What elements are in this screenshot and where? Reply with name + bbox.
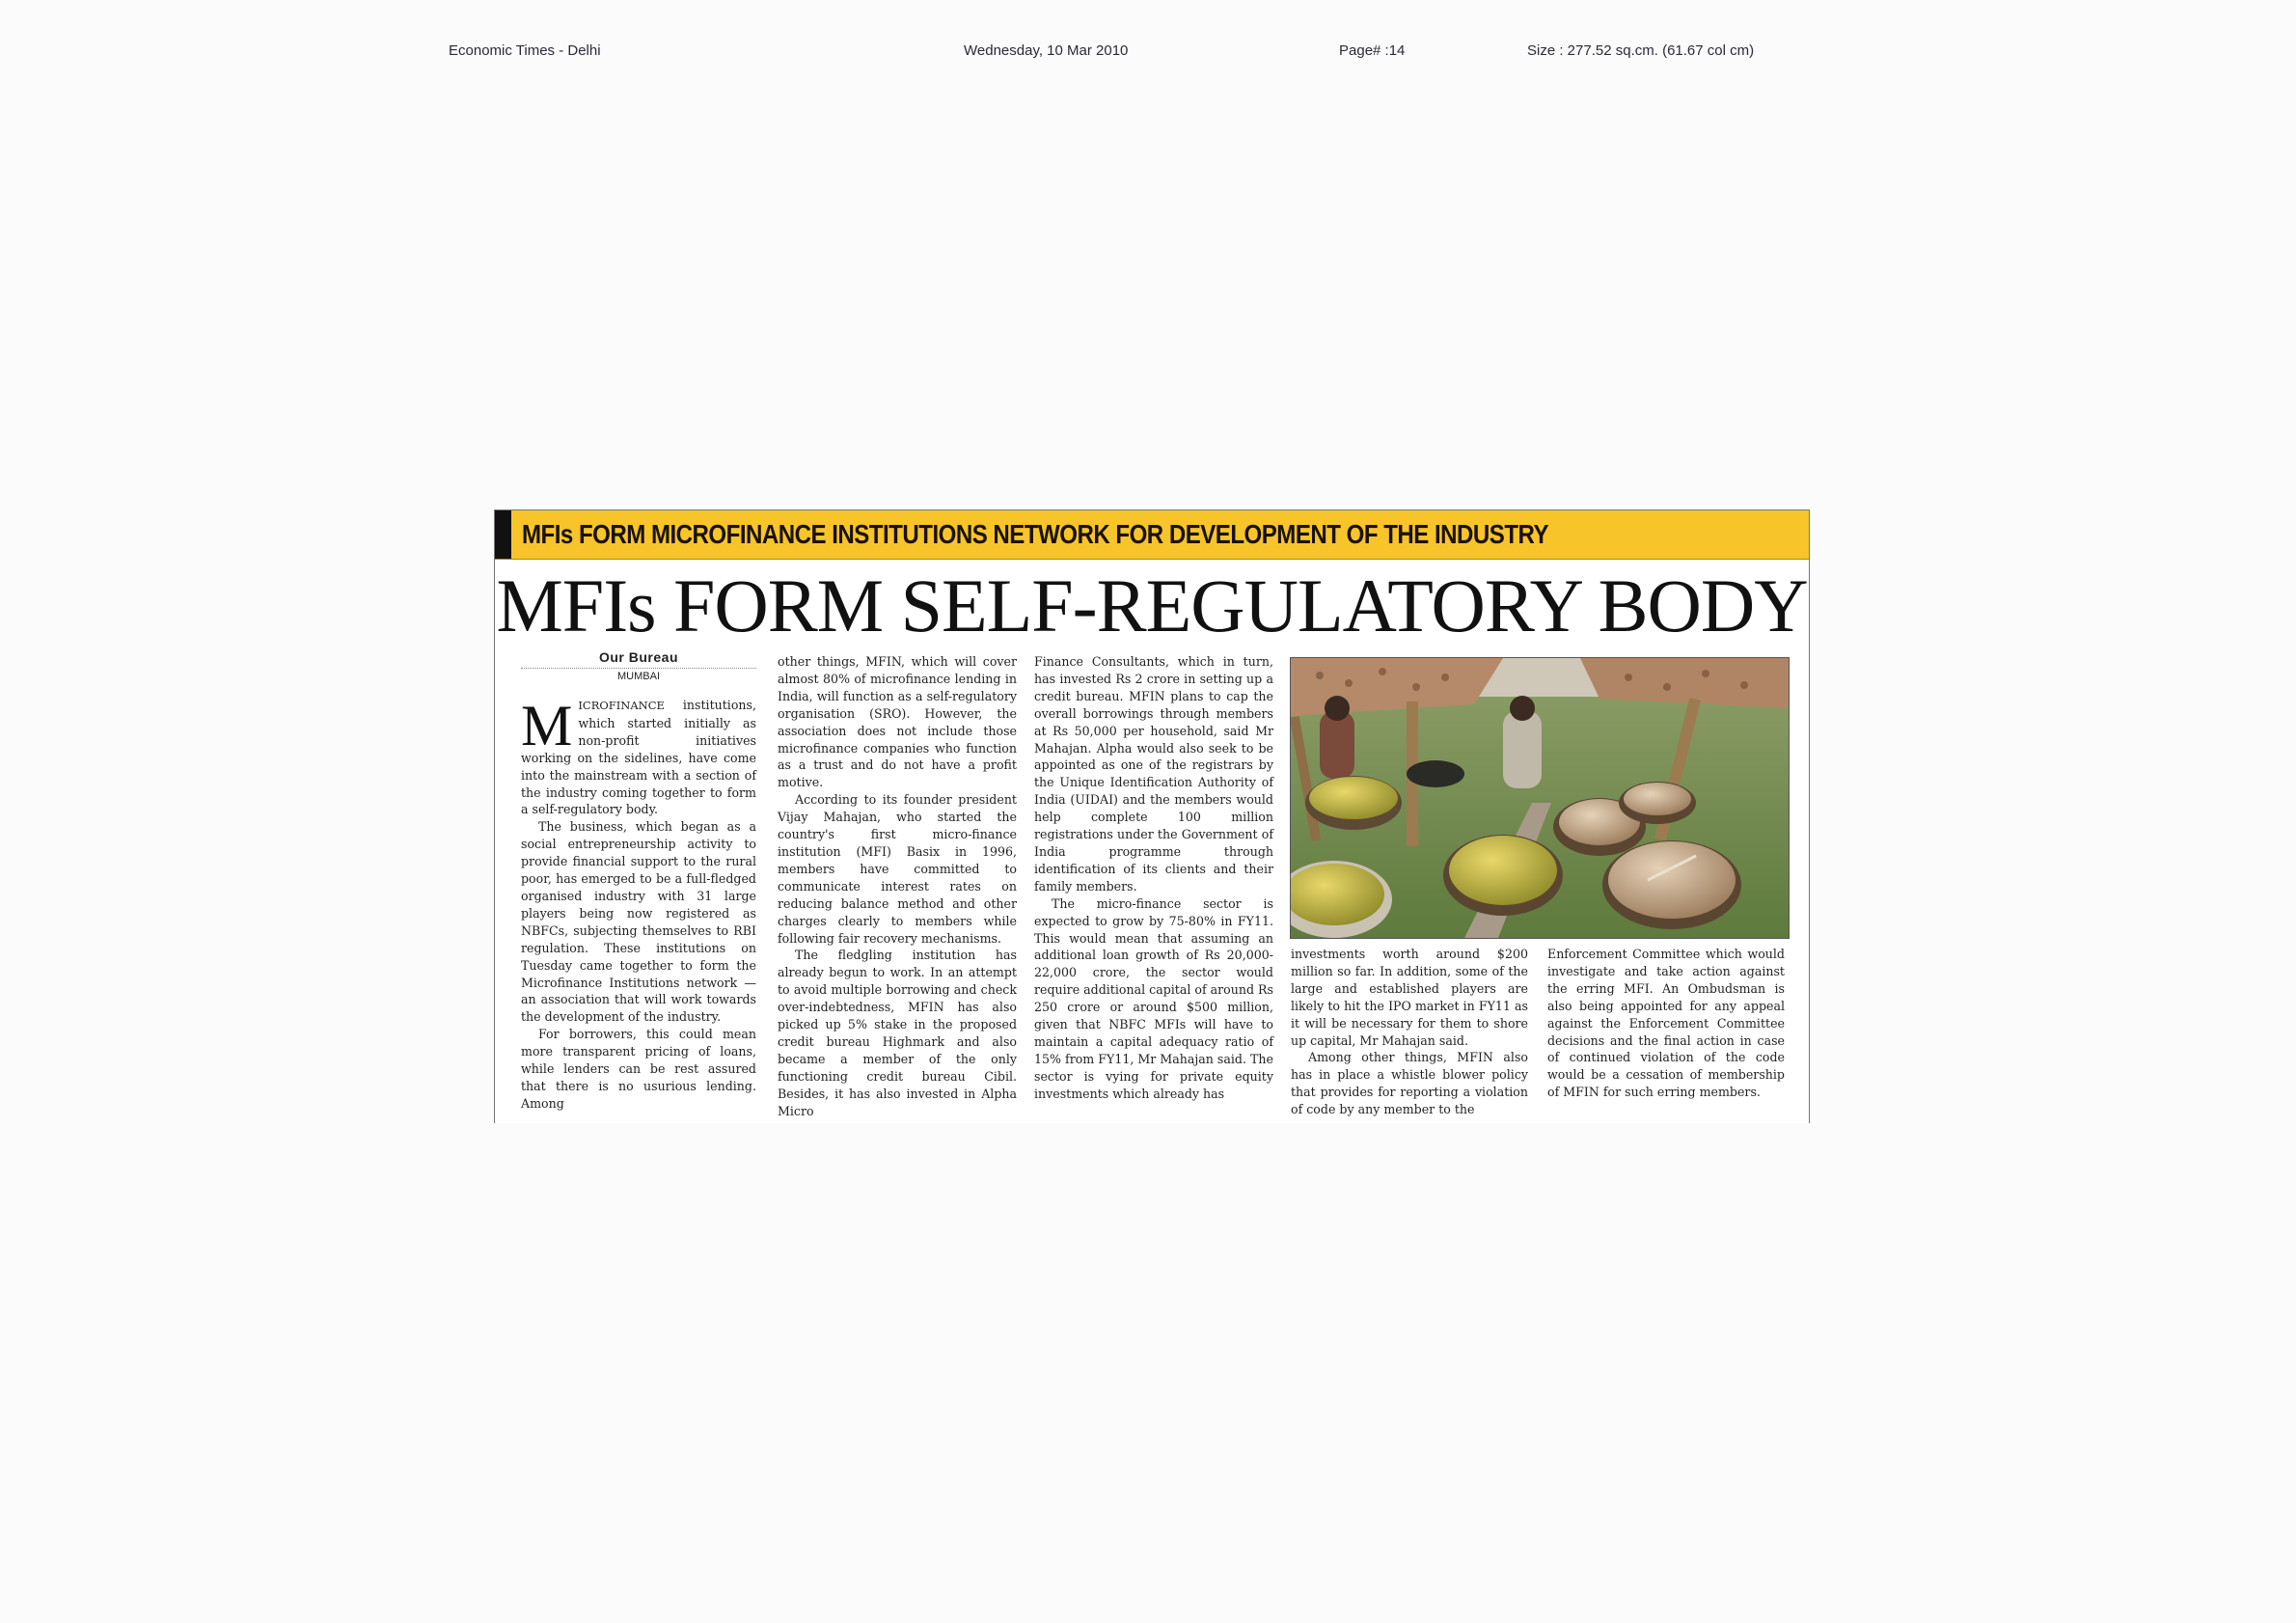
publication-name: Economic Times - Delhi	[449, 42, 601, 59]
paragraph: investments worth around $200 million so far. In addition, some of the large and established players are likely to hit the IPO market in FY11 as it will be necessary for them to shore up capital, Mr Mahajan said.	[1291, 947, 1528, 1048]
paragraph: According to its founder president Vijay Mahajan, who started the country's first micro-finance institution (MFI) Basix in 1996, members have committed to communicate interest rates on reducing balance method and other charges clearly to members while following fair recovery mechanisms.	[778, 792, 1017, 946]
drop-cap: M	[521, 694, 573, 757]
paragraph: For borrowers, this could mean more transparent pricing of loans, while lenders can be rest assured that there is no usurious lending. Among	[521, 1027, 756, 1111]
article-photo	[1290, 657, 1790, 939]
headline: MFIs FORM SELF-REGULATORY BODY	[496, 564, 1808, 647]
paragraph: Finance Consultants, which in turn, has invested Rs 2 crore in setting up a credit bureau. MFIN plans to cap the overall borrowings through members at Rs 50,000 per household, said Mr Mahajan. Alpha would also seek to be appointed as one of the registrars by the Unique Identification Authority of India (UIDAI) and the members would help complete 100 million registrations under the Government of India programme through identification of its clients and their family members.	[1034, 654, 1273, 894]
article-column-3	[1034, 653, 1273, 1103]
page-number: Page# :14	[1339, 42, 1406, 59]
byline: Our Bureau	[598, 649, 678, 665]
paragraph: Among other things, MFIN also has in place a whistle blower policy that provides for reporting a violation of code by any member to the	[1291, 1050, 1528, 1117]
paragraph: The micro-finance sector is expected to grow by 75-80% in FY11. This would mean that assuming an additional loan growth of Rs 20,000-22,000 crore, the sector would require additional capital of around Rs 250 crore or around $500 million, given that NBFC MFIs will have to maintain a capital adequacy ratio of 15% from FY11, Mr Mahajan said. The sector is vying for private equity investments which already has	[1034, 895, 1273, 1101]
lead-paragraph	[521, 694, 756, 818]
dateline: MUMBAI	[617, 671, 660, 682]
paragraph: Enforcement Committee which would investigate and take action against the erring MFI. An Ombudsman is also being appointed for any appeal against the Enforcement Committee decisions and the final action in case of continued violation of the code would be a cessation of membership of MFIN for such erring members.	[1547, 947, 1785, 1100]
article-column-2	[778, 653, 1017, 1119]
paragraph: The business, which began as a social entrepreneurship activity to provide financial support to the rural poor, has emerged to be a full-fledged organised industry with 31 large players being now registered as NBFCs, subjecting themselves to RBI regulation. These institutions on Tuesday came together to form the Microfinance Institutions network — an association that will work towards the development of the industry.	[521, 819, 756, 1025]
strap-bar	[495, 510, 511, 559]
strap-banner	[495, 510, 1809, 560]
byline-block	[521, 649, 756, 683]
article-column-5	[1547, 946, 1785, 1101]
lead-caps: ICROFINANCE	[578, 699, 665, 712]
clip-size: Size : 277.52 sq.cm. (61.67 col cm)	[1527, 42, 1755, 59]
photo-market-scene	[1291, 658, 1789, 938]
byline-divider	[521, 668, 756, 669]
article-clipping	[494, 509, 1810, 1123]
paragraph: The fledgling institution has already begun to work. In an attempt to avoid multiple borrowing and check over-indebtedness, MFIN has also picked up 5% stake in the proposed credit bureau Highmark and also became a member of the only functioning credit bureau Cibil. Besides, it has also invested in Alpha Micro	[778, 948, 1017, 1118]
article-column-1	[521, 649, 756, 1113]
article-column-4	[1291, 946, 1528, 1118]
publication-date: Wednesday, 10 Mar 2010	[964, 42, 1129, 59]
strap-text: MFIs FORM MICROFINANCE INSTITUTIONS NETWORK FOR DEVELOPMENT OF THE INDUSTRY	[522, 519, 1549, 549]
lead-text: institutions, which started initially as non-profit initiatives working on the sidelines, have come into the mainstream with a section of the industry coming together to form a self-regulatory body.	[521, 698, 756, 817]
paragraph: other things, MFIN, which will cover almost 80% of microfinance lending in India, will function as a self-regulatory organisation (SRO). However, the association does not include those microfinance companies who function as a trust and do not have a profit motive.	[778, 654, 1017, 790]
